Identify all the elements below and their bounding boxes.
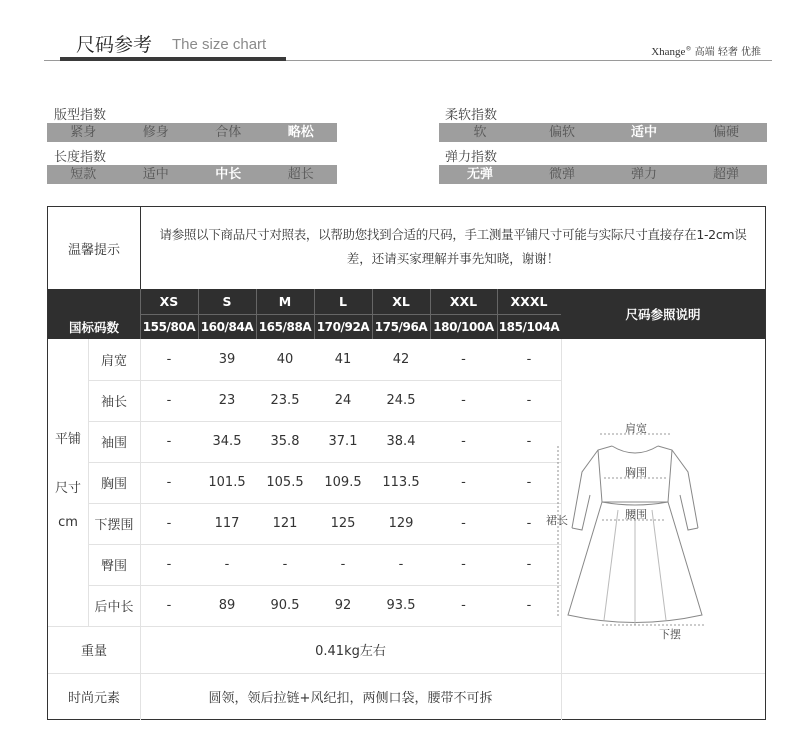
measurement-value: 125 xyxy=(330,516,356,531)
elasticity-option: 弹力 xyxy=(630,167,657,182)
measurement-name: 袖围 xyxy=(100,436,127,451)
measurement-value: - xyxy=(398,557,404,572)
softness-option-selected: 适中 xyxy=(630,125,657,140)
measurement-value: - xyxy=(461,393,466,408)
measurement-value: 35.8 xyxy=(270,434,300,449)
tip-text-line2: 差，还请买家理解并事先知晓，谢谢！ xyxy=(346,251,560,266)
length-option: 适中 xyxy=(142,167,169,182)
intl-size-code: 160/84A xyxy=(200,319,254,334)
measurement-value: - xyxy=(526,557,532,572)
fit-option: 紧身 xyxy=(70,125,97,140)
softness-option: 偏软 xyxy=(548,125,575,140)
size-column-header: XXL xyxy=(449,294,478,309)
flat-size-label-line1: 平铺 xyxy=(54,431,81,447)
measurement-value: - xyxy=(340,557,346,572)
elasticity-option: 超弹 xyxy=(712,167,739,182)
softness-index-label: 柔软指数 xyxy=(445,108,498,123)
figure-chest-label: 胸围 xyxy=(625,466,647,479)
intl-size-code: 175/96A xyxy=(374,319,428,334)
measurement-value: 41 xyxy=(334,352,352,367)
measurement-value: - xyxy=(526,598,532,613)
measurement-value: 129 xyxy=(388,516,414,531)
measurement-value: - xyxy=(166,598,172,613)
softness-option: 偏硬 xyxy=(712,125,739,140)
brand-name: Xhange xyxy=(651,46,686,58)
figure-length-label: 裙长 xyxy=(546,514,568,527)
brand-line xyxy=(651,43,761,58)
measurement-value: - xyxy=(166,475,172,490)
page-subtitle: The size chart xyxy=(172,36,267,53)
measurement-value: 105.5 xyxy=(266,475,304,490)
figure-waist-label: 腰围 xyxy=(625,508,647,521)
measurement-value: - xyxy=(461,557,466,572)
fashion-elements-label: 时尚元素 xyxy=(67,691,120,706)
measurement-value: - xyxy=(526,352,532,367)
measurement-value: 24 xyxy=(334,393,352,408)
length-option-selected: 中长 xyxy=(215,167,242,182)
measurement-value: 92 xyxy=(334,598,352,613)
measurement-value: 121 xyxy=(272,516,298,531)
tip-label: 温馨提示 xyxy=(67,242,120,258)
measurement-value: 89 xyxy=(218,598,236,613)
size-column-header: XXXL xyxy=(510,294,548,309)
elasticity-option: 微弹 xyxy=(548,167,575,182)
elasticity-index-label: 弹力指数 xyxy=(445,150,498,165)
measurement-value: - xyxy=(166,352,172,367)
measurement-value: 42 xyxy=(392,352,410,367)
measurement-value: - xyxy=(224,557,230,572)
measurement-name: 袖长 xyxy=(100,395,127,410)
measurement-name: 下摆围 xyxy=(94,518,134,533)
measurement-value: - xyxy=(166,393,172,408)
length-index-bar xyxy=(47,165,337,184)
measurement-value: 90.5 xyxy=(270,598,300,613)
intl-size-code: 185/104A xyxy=(498,319,560,334)
weight-label: 重量 xyxy=(80,644,107,659)
measurement-value: 37.1 xyxy=(328,434,358,449)
size-column-header: L xyxy=(339,294,347,309)
measurement-value: - xyxy=(526,393,532,408)
flat-size-label-line3: cm xyxy=(58,514,78,530)
measurement-value: 24.5 xyxy=(386,393,416,408)
measurement-value: - xyxy=(461,516,466,531)
measurement-value: 39 xyxy=(218,352,236,367)
size-column-header: S xyxy=(222,294,232,309)
fit-option: 合体 xyxy=(215,125,242,140)
flat-size-label-line2: 尺寸 xyxy=(54,480,81,496)
figure-shoulder-label: 肩宽 xyxy=(625,422,647,435)
measurement-value: 23.5 xyxy=(270,393,300,408)
fit-index-bar xyxy=(47,123,337,142)
measurement-value: 109.5 xyxy=(324,475,362,490)
figure-hem-label: 下摆 xyxy=(659,628,681,641)
measurement-name: 后中长 xyxy=(94,600,134,615)
brand-slogan: 高端 轻奢 优推 xyxy=(694,47,761,58)
length-index-label: 长度指数 xyxy=(54,150,107,165)
measurement-value: 113.5 xyxy=(382,475,420,490)
length-option: 短款 xyxy=(70,167,97,182)
dress-illustration xyxy=(540,420,730,645)
elasticity-option-selected: 无弹 xyxy=(466,167,493,182)
measurement-value: - xyxy=(166,557,172,572)
measurement-value: - xyxy=(282,557,288,572)
measurement-value: - xyxy=(166,434,172,449)
header-accent-bar xyxy=(60,57,286,61)
fit-index-label: 版型指数 xyxy=(54,108,107,123)
measurement-value: - xyxy=(461,352,466,367)
intl-size-code: 155/80A xyxy=(142,319,196,334)
measurement-value: - xyxy=(526,434,532,449)
fit-option: 修身 xyxy=(142,125,169,140)
measurement-name: 胸围 xyxy=(100,477,127,492)
measurement-value: 34.5 xyxy=(212,434,242,449)
measurement-value: 40 xyxy=(276,352,294,367)
measurement-value: - xyxy=(461,598,466,613)
weight-value: 0.41kg左右 xyxy=(315,644,386,659)
softness-index-bar xyxy=(439,123,767,142)
measurement-value: - xyxy=(526,475,532,490)
measurement-value: - xyxy=(461,475,466,490)
intl-size-code: 165/88A xyxy=(258,319,312,334)
elasticity-index-bar xyxy=(439,165,767,184)
measurement-name: 臀围 xyxy=(100,559,127,574)
length-option: 超长 xyxy=(287,167,314,182)
brand-mark: ® xyxy=(685,45,692,53)
fashion-elements-value: 圆领，领后拉链+风纪扣，两侧口袋，腰带不可拆 xyxy=(208,691,493,706)
size-column-header: XS xyxy=(159,294,179,309)
measurement-name: 肩宽 xyxy=(100,354,127,369)
measurement-value: 23 xyxy=(218,393,236,408)
size-column-header: M xyxy=(278,294,292,309)
size-column-header: XL xyxy=(392,294,410,309)
intl-size-code: 180/100A xyxy=(433,319,494,334)
tip-text-line1: 请参照以下商品尺寸对照表，以帮助您找到合适的尺码，手工测量平铺尺寸可能与实际尺寸直接存在1-2cm误 xyxy=(159,227,747,242)
measurement-value: 117 xyxy=(214,516,240,531)
measurement-value: 93.5 xyxy=(386,598,416,613)
fit-option-selected: 略松 xyxy=(287,125,314,140)
softness-option: 软 xyxy=(473,125,487,140)
measurement-value: 101.5 xyxy=(208,475,246,490)
measurement-value: - xyxy=(526,516,532,531)
measurement-value: - xyxy=(166,516,172,531)
intl-size-label: 国标码数 xyxy=(68,319,119,335)
size-reference-label: 尺码参照说明 xyxy=(625,307,701,322)
intl-size-code: 170/92A xyxy=(316,319,370,334)
measurement-value: - xyxy=(461,434,466,449)
page-title: 尺码参考 xyxy=(76,34,153,56)
measurement-value: 38.4 xyxy=(386,434,416,449)
